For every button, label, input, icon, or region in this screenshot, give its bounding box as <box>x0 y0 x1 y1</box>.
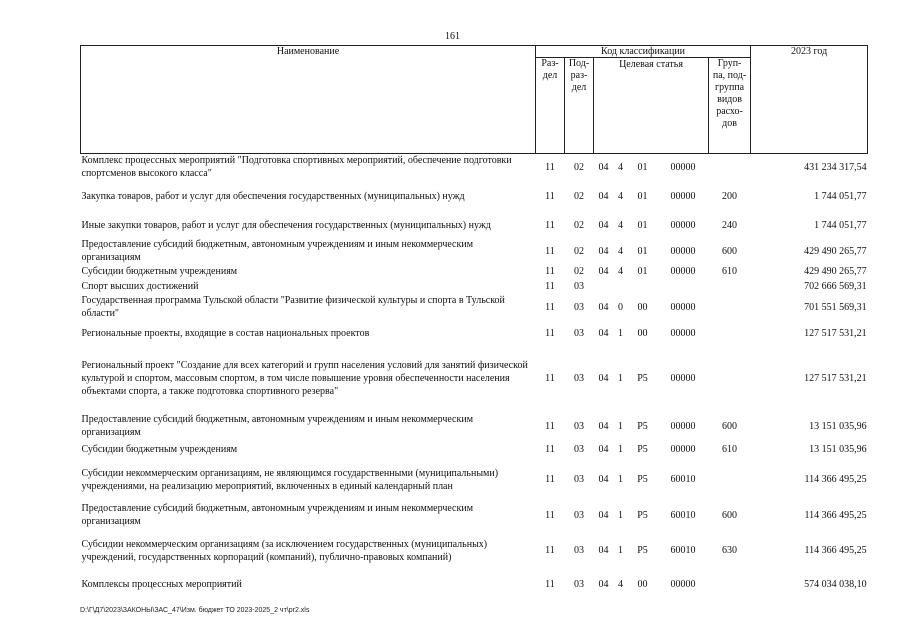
row-target-program <box>594 279 614 294</box>
table-row <box>81 279 868 294</box>
row-name: Закупка товаров, работ и услуг для обеспечения государственных (муниципальных) нужд <box>81 190 465 202</box>
row-target-program: 04 <box>598 444 609 455</box>
row-amount: 1 744 051,77 <box>814 219 867 231</box>
row-podrazdel: 03 <box>574 509 584 521</box>
table-row <box>81 264 868 279</box>
table-row <box>81 346 868 410</box>
row-razdel: 11 <box>545 545 555 556</box>
budget-table <box>80 45 868 595</box>
row-podrazdel: 03 <box>574 474 584 485</box>
row-target-subprogram: 1 <box>618 327 623 339</box>
row-name: Субсидии некоммерческим организациям, не являющимся государственными (муниципальными) учреждениями, на реализацию мероприятий, включенных в единый календарный план <box>81 467 499 492</box>
row-target-event: 01 <box>637 161 648 173</box>
row-target-subprogram: 4 <box>618 578 623 590</box>
row-amount: 701 551 569,31 <box>804 301 867 313</box>
row-razdel: 11 <box>545 190 555 202</box>
row-target-direction: 00000 <box>670 161 696 173</box>
row-podrazdel: 03 <box>574 420 584 432</box>
row-expense-group <box>709 457 751 502</box>
code-column-header: Код классификации <box>536 46 751 58</box>
row-podrazdel: 03 <box>574 372 584 384</box>
row-amount: 1 744 051,77 <box>814 190 867 202</box>
row-amount: 431 234 317,54 <box>804 161 867 173</box>
row-name: Региональные проекты, входящие в состав национальных проектов <box>81 327 370 339</box>
row-target-event: Р5 <box>637 444 648 455</box>
row-target-direction: 00000 <box>670 327 696 339</box>
row-target-subprogram: 4 <box>618 161 623 173</box>
row-target-subprogram <box>614 279 628 294</box>
table-row <box>81 457 868 502</box>
row-target-direction: 00000 <box>670 245 696 257</box>
target-article-header: Целевая статья <box>594 58 709 154</box>
row-target-direction: 00000 <box>670 372 696 384</box>
row-razdel: 11 <box>545 245 555 257</box>
row-target-subprogram: 4 <box>618 266 623 277</box>
budget-table-container <box>80 45 867 590</box>
row-target-event: Р5 <box>637 545 648 556</box>
row-target-program: 04 <box>598 301 609 313</box>
row-target-direction <box>658 279 709 294</box>
row-razdel: 11 <box>545 301 555 313</box>
row-razdel: 11 <box>545 219 555 231</box>
page-number: 161 <box>445 31 460 42</box>
row-podrazdel: 03 <box>574 444 584 455</box>
row-amount: 13 151 035,96 <box>809 444 867 455</box>
row-target-subprogram: 1 <box>618 545 623 556</box>
table-row <box>81 528 868 573</box>
row-name: Предоставление субсидий бюджетным, автономным учреждениям и иным некоммерческим организациям <box>81 414 474 438</box>
row-target-direction: 00000 <box>670 578 696 590</box>
table-row <box>81 212 868 238</box>
row-target-event: 00 <box>637 301 648 313</box>
row-name: Субсидии некоммерческим организациям (за исключением государственных (муниципальных) учреждений, государственных корпораций (компаний), публично-правовых компаний) <box>81 538 488 563</box>
row-target-program: 04 <box>598 161 609 173</box>
row-amount: 127 517 531,21 <box>804 372 867 384</box>
row-expense-group <box>709 573 751 595</box>
row-target-program: 04 <box>598 578 609 590</box>
row-amount: 114 366 495,25 <box>804 509 867 521</box>
row-name: Спорт высших достижений <box>81 281 199 292</box>
row-target-direction: 00000 <box>670 301 696 313</box>
row-target-program: 04 <box>598 545 609 556</box>
row-target-subprogram: 1 <box>618 509 623 521</box>
row-name: Предоставление субсидий бюджетным, автономным учреждениям и иным некоммерческим организациям <box>81 239 474 263</box>
row-razdel: 11 <box>545 266 555 277</box>
row-razdel: 11 <box>545 474 555 485</box>
table-row <box>81 294 868 320</box>
row-name: Комплекс процессных мероприятий "Подготовка спортивных мероприятий, обеспечение подготовки спортсменов высокого класса" <box>81 155 512 179</box>
row-target-event: 01 <box>637 266 648 277</box>
row-podrazdel: 03 <box>574 578 584 590</box>
row-expense-group: 600 <box>722 245 738 257</box>
table-row <box>81 442 868 457</box>
expense-group-header: Груп- па, под- группа видов расхо- дов <box>709 58 751 154</box>
row-target-direction: 60010 <box>670 545 696 556</box>
row-expense-group <box>709 294 751 320</box>
row-target-event: 01 <box>637 219 648 231</box>
row-target-program: 04 <box>598 219 609 231</box>
row-target-event <box>628 279 658 294</box>
row-target-program: 04 <box>598 245 609 257</box>
row-target-subprogram: 1 <box>618 372 623 384</box>
row-target-program: 04 <box>598 266 609 277</box>
row-target-direction: 00000 <box>670 266 696 277</box>
row-name: Иные закупки товаров, работ и услуг для обеспечения государственных (муниципальных) нужд <box>81 219 491 231</box>
table-row <box>81 410 868 442</box>
row-target-subprogram: 1 <box>618 444 623 455</box>
row-amount: 702 666 569,31 <box>804 281 867 292</box>
row-amount: 127 517 531,21 <box>804 327 867 339</box>
table-row <box>81 154 868 181</box>
row-name: Субсидии бюджетным учреждениям <box>81 444 238 455</box>
row-target-program: 04 <box>598 327 609 339</box>
row-podrazdel: 03 <box>574 545 584 556</box>
row-expense-group: 600 <box>722 420 738 432</box>
row-razdel: 11 <box>545 161 555 173</box>
row-expense-group <box>709 320 751 346</box>
row-target-direction: 00000 <box>670 190 696 202</box>
row-target-event: 00 <box>637 578 648 590</box>
row-target-direction: 60010 <box>670 474 696 485</box>
row-target-event: 01 <box>637 245 648 257</box>
row-podrazdel: 02 <box>574 219 584 231</box>
table-row <box>81 320 868 346</box>
row-podrazdel: 02 <box>574 245 584 257</box>
row-expense-group <box>709 346 751 410</box>
row-amount: 114 366 495,25 <box>804 545 867 556</box>
row-expense-group <box>709 279 751 294</box>
row-target-program: 04 <box>598 372 609 384</box>
razdel-header: Раз- дел <box>536 58 565 154</box>
row-target-event: Р5 <box>637 420 648 432</box>
row-target-subprogram: 4 <box>618 190 623 202</box>
row-target-program: 04 <box>598 474 609 485</box>
row-name: Предоставление субсидий бюджетным, автономным учреждениям и иным некоммерческим организациям <box>81 503 474 527</box>
row-target-event: Р5 <box>637 509 648 521</box>
table-row <box>81 502 868 528</box>
row-expense-group: 610 <box>722 266 738 277</box>
row-target-event: 00 <box>637 327 648 339</box>
row-podrazdel: 03 <box>574 281 584 292</box>
name-column-header: Наименование <box>81 46 536 154</box>
table-row <box>81 238 868 264</box>
row-target-direction: 00000 <box>670 219 696 231</box>
row-target-direction: 00000 <box>670 420 696 432</box>
row-razdel: 11 <box>545 578 555 590</box>
row-target-subprogram: 4 <box>618 219 623 231</box>
row-target-program: 04 <box>598 190 609 202</box>
row-target-event: Р5 <box>637 474 648 485</box>
row-razdel: 11 <box>545 281 555 292</box>
row-expense-group: 240 <box>722 219 738 231</box>
row-podrazdel: 02 <box>574 190 584 202</box>
row-amount: 574 034 038,10 <box>804 578 867 590</box>
row-podrazdel: 03 <box>574 301 584 313</box>
year-column-header: 2023 год <box>751 46 868 154</box>
podrazdel-header: Под- раз- дел <box>565 58 594 154</box>
row-razdel: 11 <box>545 327 555 339</box>
row-expense-group <box>709 154 751 181</box>
row-amount: 114 366 495,25 <box>804 474 867 485</box>
row-expense-group: 200 <box>722 190 738 202</box>
row-razdel: 11 <box>545 372 555 384</box>
row-amount: 13 151 035,96 <box>809 420 867 432</box>
row-podrazdel: 02 <box>574 161 584 173</box>
table-header <box>81 46 868 154</box>
table-row <box>81 573 868 595</box>
row-target-direction: 60010 <box>670 509 696 521</box>
row-razdel: 11 <box>545 509 555 521</box>
row-target-subprogram: 1 <box>618 474 623 485</box>
row-name: Комплексы процессных мероприятий <box>81 578 242 590</box>
row-target-subprogram: 1 <box>618 420 623 432</box>
file-path-footer: D:\Г\Д7\2023\ЗАКОНЫ\ЗАС_47\Изм. бюджет ТО 2023-2025_2 чт\pr2.xls <box>80 607 310 614</box>
row-target-subprogram: 4 <box>618 245 623 257</box>
row-expense-group: 630 <box>722 545 738 556</box>
row-name: Региональный проект "Создание для всех категорий и групп населения условий для занятий физической культурой и спортом, массовым спортом, в том числе повышение уровня обеспеченности населения объектами спорта, а также подготовка спортивного резерва" <box>81 359 528 397</box>
row-amount: 429 490 265,77 <box>804 266 867 277</box>
row-expense-group: 610 <box>722 444 738 455</box>
row-amount: 429 490 265,77 <box>804 245 867 257</box>
table-row <box>81 180 868 212</box>
row-expense-group: 600 <box>722 509 738 521</box>
row-target-subprogram: 0 <box>618 301 623 313</box>
row-name: Субсидии бюджетным учреждениям <box>81 266 238 277</box>
row-target-event: 01 <box>637 190 648 202</box>
row-razdel: 11 <box>545 420 555 432</box>
row-podrazdel: 02 <box>574 266 584 277</box>
row-razdel: 11 <box>545 444 555 455</box>
row-target-direction: 00000 <box>670 444 696 455</box>
row-target-program: 04 <box>598 420 609 432</box>
row-name: Государственная программа Тульской области "Развитие физической культуры и спорта в Тульской области" <box>81 295 505 319</box>
row-podrazdel: 03 <box>574 327 584 339</box>
row-target-event: Р5 <box>637 372 648 384</box>
table-body <box>81 154 868 596</box>
row-target-program: 04 <box>598 509 609 521</box>
